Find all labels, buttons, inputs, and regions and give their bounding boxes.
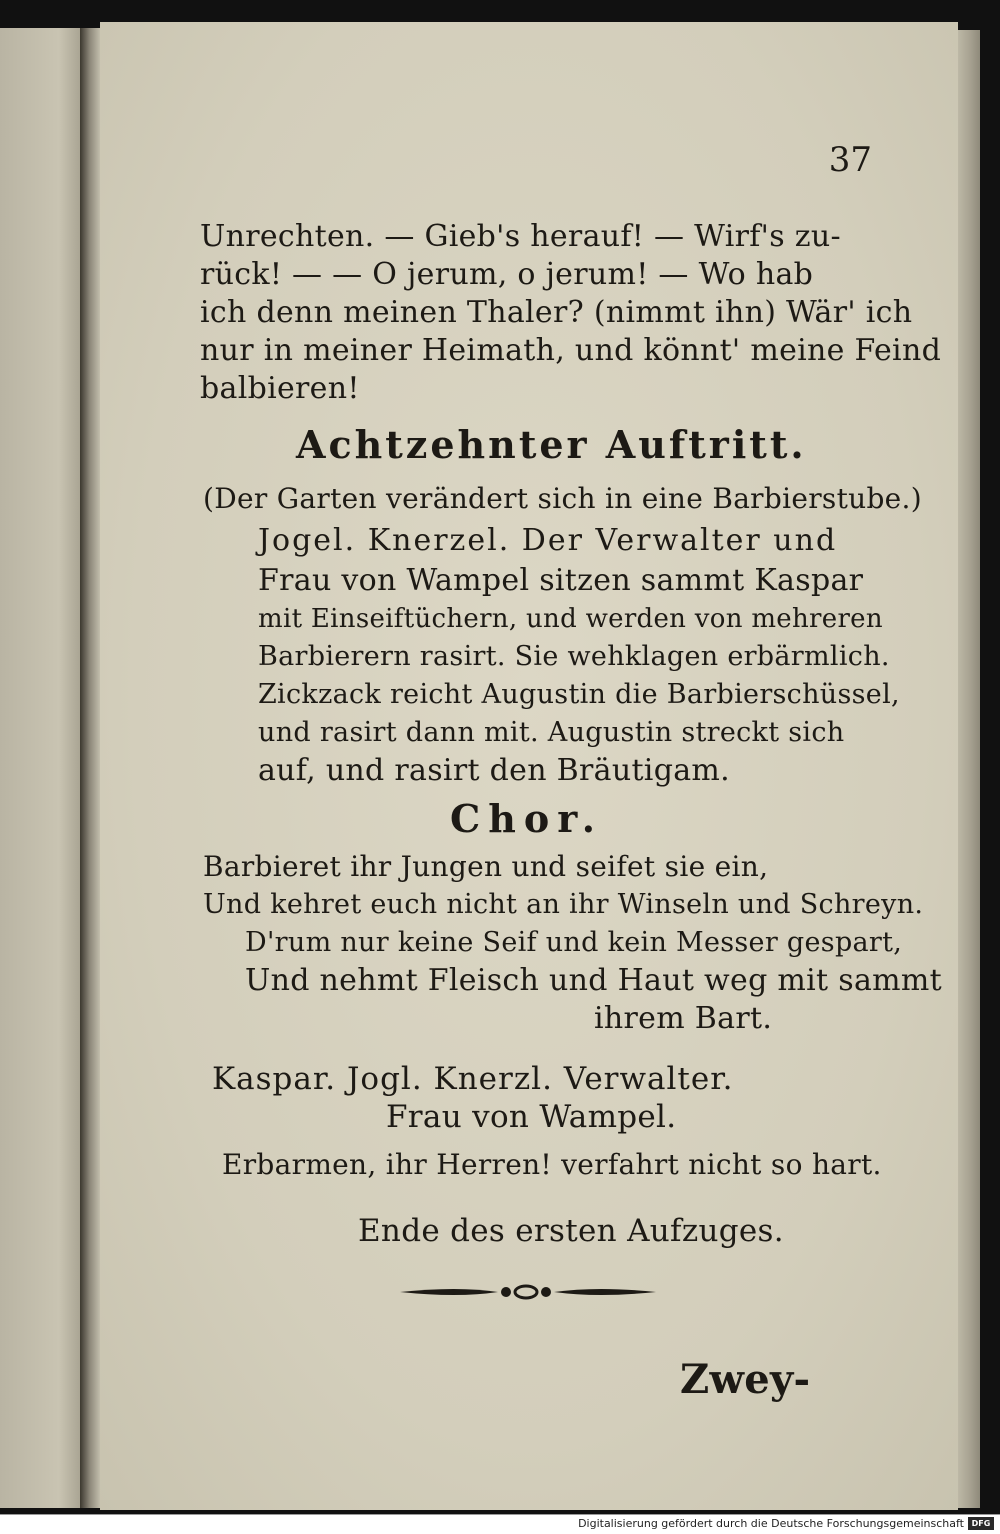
stage-direction-line: auf, und rasirt den Bräutigam. <box>258 753 730 788</box>
book-gutter <box>80 28 102 1508</box>
act-end: Ende des ersten Aufzuges. <box>358 1213 784 1249</box>
stage-direction-line: Frau von Wampel sitzen sammt Kaspar <box>258 563 864 598</box>
prose-line: Unrechten. — Gieb's herauf! — Wirf's zu- <box>200 219 841 254</box>
chorus-heading: Chor. <box>450 796 603 841</box>
page-stack-edge <box>958 30 980 1508</box>
speakers-line: Frau von Wampel. <box>386 1099 677 1135</box>
chorus-line: Und nehmt Fleisch und Haut weg mit sammt <box>245 963 942 998</box>
ornament-divider-icon <box>398 1282 658 1302</box>
previous-page-edge <box>0 28 84 1508</box>
prose-line: balbieren! <box>200 371 360 406</box>
chorus-line: ihrem Bart. <box>594 1001 773 1036</box>
prose-line: ich denn meinen Thaler? (nimmt ihn) Wär' ich <box>200 295 913 330</box>
stage-direction-line: (Der Garten verändert sich in eine Barbierstube.) <box>203 482 922 515</box>
chorus-line: D'rum nur keine Seif und kein Messer gespart, <box>245 927 903 958</box>
speakers-line: Kaspar. Jogl. Knerzl. Verwalter. <box>212 1061 734 1097</box>
funding-notice: Digitalisierung gefördert durch die Deutsche Forschungsgemeinschaft <box>578 1517 964 1530</box>
footer-bar <box>0 1514 1000 1534</box>
chorus-line: Und kehret euch nicht an ihr Winseln und Schreyn. <box>203 889 924 920</box>
prose-line: rück! — — O jerum, o jerum! — Wo hab <box>200 257 814 292</box>
stage-direction-line: Jogel. Knerzel. Der Verwalter und <box>258 523 838 558</box>
dfg-logo: DFG <box>968 1517 994 1530</box>
stage-direction-line: Zickzack reicht Augustin die Barbierschüssel, <box>258 679 900 710</box>
scene-heading: Achtzehnter Auftritt. <box>296 422 807 467</box>
stage-direction-line: Barbierern rasirt. Sie wehklagen erbärmlich. <box>258 641 890 672</box>
stage-direction-line: und rasirt dann mit. Augustin streckt sich <box>258 717 845 748</box>
chorus-line: Barbieret ihr Jungen und seifet sie ein, <box>203 850 769 883</box>
page-number: 37 <box>828 140 872 180</box>
response-line: Erbarmen, ihr Herren! verfahrt nicht so hart. <box>222 1148 882 1181</box>
stage-direction-line: mit Einseiftüchern, und werden von mehreren <box>258 604 883 634</box>
prose-line: nur in meiner Heimath, und könnt' meine Feind <box>200 333 942 368</box>
catchword: Zwey- <box>680 1356 811 1403</box>
